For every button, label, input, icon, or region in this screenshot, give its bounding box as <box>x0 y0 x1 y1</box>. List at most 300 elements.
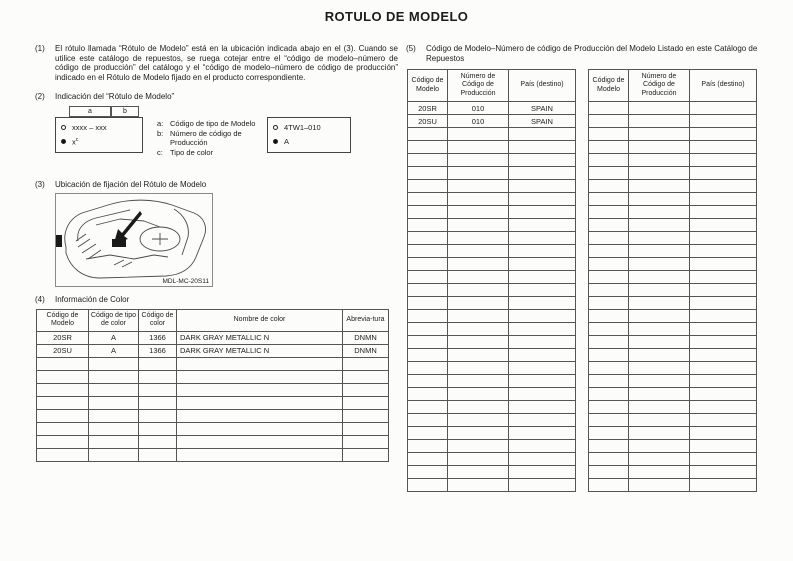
empty-cell <box>589 206 629 219</box>
model-label-diagram <box>55 106 398 172</box>
empty-table-row <box>589 271 757 284</box>
empty-cell <box>690 271 757 284</box>
right-column <box>406 44 787 492</box>
empty-table-row <box>37 383 389 396</box>
empty-cell <box>629 115 690 128</box>
empty-cell <box>629 323 690 336</box>
empty-table-row <box>589 362 757 375</box>
empty-cell <box>408 245 448 258</box>
legend-item-a <box>157 119 259 128</box>
empty-cell <box>690 323 757 336</box>
empty-table-row <box>589 154 757 167</box>
empty-cell <box>37 422 89 435</box>
empty-table-row <box>589 323 757 336</box>
empty-cell <box>509 388 576 401</box>
table-row <box>37 344 389 357</box>
empty-cell <box>690 154 757 167</box>
empty-table-row <box>589 466 757 479</box>
empty-cell <box>589 219 629 232</box>
col-header-country: País (destino) <box>509 70 576 102</box>
legend-key-c: c: <box>157 147 163 157</box>
empty-cell <box>589 466 629 479</box>
legend-text-a: Código de tipo de Modelo <box>170 118 256 128</box>
empty-cell <box>690 219 757 232</box>
empty-cell <box>448 284 509 297</box>
empty-cell <box>448 193 509 206</box>
empty-table-row <box>589 479 757 492</box>
col-header-color-type-code: Código de tipo de color <box>89 309 139 331</box>
empty-cell <box>629 440 690 453</box>
empty-cell <box>629 297 690 310</box>
empty-cell <box>690 258 757 271</box>
empty-cell <box>448 336 509 349</box>
empty-cell <box>589 401 629 414</box>
empty-cell <box>509 349 576 362</box>
empty-cell <box>408 271 448 284</box>
empty-cell <box>408 219 448 232</box>
col-header-country: País (destino) <box>690 70 757 102</box>
empty-cell <box>448 453 509 466</box>
empty-cell <box>448 310 509 323</box>
empty-cell <box>589 245 629 258</box>
table-row <box>408 115 576 128</box>
col-header-color-name: Nombre de color <box>177 309 343 331</box>
label-example-row-2 <box>273 137 345 146</box>
empty-table-row <box>589 232 757 245</box>
empty-table-row <box>408 427 576 440</box>
empty-cell <box>139 448 177 461</box>
empty-cell <box>629 271 690 284</box>
empty-cell <box>139 409 177 422</box>
empty-cell <box>408 349 448 362</box>
empty-cell <box>589 323 629 336</box>
empty-table-row <box>408 323 576 336</box>
empty-cell <box>37 357 89 370</box>
empty-cell <box>690 141 757 154</box>
empty-cell <box>629 362 690 375</box>
empty-cell <box>448 427 509 440</box>
empty-cell <box>509 440 576 453</box>
example-color-code: A <box>284 137 290 146</box>
empty-cell <box>89 396 139 409</box>
empty-cell <box>177 370 343 383</box>
column-b-label: b <box>111 106 139 117</box>
section-1-text: El rótulo llamada “Rótulo de Modelo” está en la ubicación indicada abajo en el (3). Cuando se utilice este catálogo de repuestos, se ruega cotejar entre el “código de modelo–número de código de producción” del catálogo y el “código de modelo–número de código de producción” indicado en el Rótulo de Modelo fijado en el producto correspondiente. <box>55 44 398 82</box>
section-4-title: Información de Color <box>55 295 130 304</box>
color-table-header-row <box>37 309 389 331</box>
empty-cell <box>629 219 690 232</box>
empty-cell <box>690 180 757 193</box>
empty-cell <box>448 349 509 362</box>
section-1-number: (1) <box>35 44 45 53</box>
empty-table-row <box>408 414 576 427</box>
empty-cell <box>343 448 389 461</box>
empty-table-row <box>589 141 757 154</box>
section-3-heading <box>35 180 398 190</box>
label-format-box <box>55 117 143 153</box>
empty-cell <box>629 466 690 479</box>
empty-cell <box>690 167 757 180</box>
empty-cell <box>690 115 757 128</box>
legend-item-c <box>157 148 259 157</box>
empty-cell <box>690 232 757 245</box>
empty-cell <box>37 435 89 448</box>
empty-table-row <box>589 453 757 466</box>
empty-cell <box>89 422 139 435</box>
empty-cell <box>589 453 629 466</box>
label-location-drawing <box>56 194 212 286</box>
empty-cell <box>89 370 139 383</box>
empty-cell <box>629 102 690 115</box>
col-header-model-code: Código de Modelo <box>37 309 89 331</box>
label-example-row-1 <box>273 123 345 132</box>
empty-cell <box>343 396 389 409</box>
empty-cell <box>589 310 629 323</box>
cell-abbreviation: DNMN <box>343 331 389 344</box>
empty-cell <box>448 258 509 271</box>
empty-table-row <box>408 349 576 362</box>
empty-cell <box>509 271 576 284</box>
cell-color-name: DARK GRAY METALLIC N <box>177 331 343 344</box>
empty-table-row <box>408 271 576 284</box>
empty-cell <box>629 349 690 362</box>
empty-cell <box>408 375 448 388</box>
empty-cell <box>690 206 757 219</box>
empty-cell <box>629 258 690 271</box>
empty-table-row <box>589 115 757 128</box>
empty-cell <box>589 141 629 154</box>
cell-production-code: 010 <box>448 102 509 115</box>
empty-cell <box>589 336 629 349</box>
empty-cell <box>629 479 690 492</box>
empty-cell <box>408 232 448 245</box>
empty-cell <box>177 435 343 448</box>
empty-cell <box>509 466 576 479</box>
empty-cell <box>177 357 343 370</box>
model-code-table-left <box>407 69 576 492</box>
empty-cell <box>589 232 629 245</box>
empty-cell <box>37 448 89 461</box>
empty-table-row <box>408 453 576 466</box>
cell-color-code: 1366 <box>139 331 177 344</box>
empty-cell <box>589 297 629 310</box>
empty-table-row <box>408 193 576 206</box>
empty-cell <box>509 323 576 336</box>
empty-cell <box>408 479 448 492</box>
table-row <box>408 102 576 115</box>
empty-cell <box>629 154 690 167</box>
empty-cell <box>690 297 757 310</box>
empty-cell <box>509 414 576 427</box>
empty-cell <box>509 258 576 271</box>
empty-cell <box>448 323 509 336</box>
empty-cell <box>629 180 690 193</box>
empty-cell <box>509 297 576 310</box>
empty-cell <box>509 245 576 258</box>
empty-cell <box>589 102 629 115</box>
empty-cell <box>448 128 509 141</box>
empty-cell <box>509 167 576 180</box>
empty-table-row <box>408 219 576 232</box>
empty-cell <box>509 141 576 154</box>
empty-cell <box>589 258 629 271</box>
empty-cell <box>629 414 690 427</box>
empty-cell <box>139 396 177 409</box>
empty-cell <box>448 466 509 479</box>
empty-cell <box>629 427 690 440</box>
empty-cell <box>690 440 757 453</box>
empty-cell <box>408 128 448 141</box>
cell-country: SPAIN <box>509 115 576 128</box>
empty-cell <box>139 357 177 370</box>
empty-cell <box>89 435 139 448</box>
color-code-sup: c <box>75 136 79 143</box>
model-code-format: xxxx – xxx <box>72 122 107 132</box>
empty-cell <box>629 193 690 206</box>
empty-cell <box>629 401 690 414</box>
section-1 <box>35 44 398 82</box>
empty-cell <box>408 258 448 271</box>
section-2-heading <box>35 92 398 102</box>
model-code-header-row <box>589 70 757 102</box>
empty-cell <box>629 206 690 219</box>
empty-table-row <box>408 154 576 167</box>
empty-cell <box>509 180 576 193</box>
empty-cell <box>589 154 629 167</box>
empty-cell <box>629 453 690 466</box>
empty-cell <box>448 297 509 310</box>
empty-cell <box>629 388 690 401</box>
section-4-heading <box>35 295 398 305</box>
empty-cell <box>139 422 177 435</box>
empty-table-row <box>408 362 576 375</box>
section-3-number: (3) <box>35 179 45 189</box>
empty-cell <box>408 427 448 440</box>
empty-cell <box>408 206 448 219</box>
color-code-format <box>72 137 79 147</box>
empty-table-row <box>37 409 389 422</box>
empty-cell <box>448 232 509 245</box>
empty-cell <box>629 141 690 154</box>
empty-table-row <box>408 336 576 349</box>
empty-cell <box>448 414 509 427</box>
empty-cell <box>448 401 509 414</box>
example-model-code: 4TW1–010 <box>284 123 321 132</box>
empty-table-row <box>37 370 389 383</box>
cell-color-type-code: A <box>89 331 139 344</box>
empty-cell <box>629 336 690 349</box>
empty-cell <box>509 401 576 414</box>
empty-cell <box>509 193 576 206</box>
empty-cell <box>589 362 629 375</box>
empty-cell <box>408 154 448 167</box>
empty-cell <box>408 141 448 154</box>
empty-cell <box>89 357 139 370</box>
empty-table-row <box>37 448 389 461</box>
empty-cell <box>690 284 757 297</box>
empty-cell <box>589 414 629 427</box>
color-info-table <box>36 309 389 462</box>
section-5-heading <box>406 44 787 63</box>
empty-cell <box>690 245 757 258</box>
label-example-box <box>267 117 351 153</box>
col-header-model-code: Código de Modelo <box>408 70 448 102</box>
empty-cell <box>448 479 509 492</box>
empty-table-row <box>589 180 757 193</box>
empty-table-row <box>408 310 576 323</box>
empty-cell <box>589 115 629 128</box>
empty-cell <box>37 370 89 383</box>
empty-cell <box>139 435 177 448</box>
empty-cell <box>690 466 757 479</box>
empty-cell <box>408 297 448 310</box>
empty-table-row <box>589 258 757 271</box>
empty-cell <box>690 362 757 375</box>
empty-cell <box>509 206 576 219</box>
empty-cell <box>37 409 89 422</box>
empty-table-row <box>37 357 389 370</box>
empty-cell <box>343 357 389 370</box>
empty-table-row <box>589 401 757 414</box>
circle-outline-icon <box>61 125 66 130</box>
empty-cell <box>690 414 757 427</box>
empty-cell <box>629 245 690 258</box>
empty-cell <box>448 180 509 193</box>
empty-cell <box>589 193 629 206</box>
empty-cell <box>343 435 389 448</box>
empty-cell <box>690 193 757 206</box>
empty-cell <box>690 453 757 466</box>
empty-table-row <box>408 297 576 310</box>
table-row <box>37 331 389 344</box>
section-3-title: Ubicación de fijación del Rótulo de Modelo <box>55 179 207 189</box>
cell-model-code: 20SR <box>408 102 448 115</box>
empty-cell <box>589 128 629 141</box>
empty-cell <box>509 154 576 167</box>
empty-cell <box>343 409 389 422</box>
empty-cell <box>690 128 757 141</box>
empty-cell <box>177 396 343 409</box>
empty-cell <box>589 180 629 193</box>
empty-cell <box>690 349 757 362</box>
empty-table-row <box>589 245 757 258</box>
empty-cell <box>408 180 448 193</box>
label-format-row-2 <box>61 137 137 147</box>
empty-cell <box>408 453 448 466</box>
empty-cell <box>589 479 629 492</box>
empty-table-row <box>589 388 757 401</box>
section-2-title: Indicación del “Rótulo de Modelo” <box>55 92 175 101</box>
empty-table-row <box>408 401 576 414</box>
empty-cell <box>37 396 89 409</box>
empty-cell <box>139 370 177 383</box>
empty-table-row <box>589 102 757 115</box>
empty-cell <box>509 219 576 232</box>
empty-cell <box>690 401 757 414</box>
empty-table-row <box>408 284 576 297</box>
empty-cell <box>448 167 509 180</box>
section-4-number: (4) <box>35 295 45 304</box>
empty-cell <box>448 245 509 258</box>
empty-table-row <box>589 297 757 310</box>
left-column <box>35 44 398 462</box>
ab-column-header <box>69 106 139 117</box>
circle-filled-icon <box>273 139 278 144</box>
empty-cell <box>177 409 343 422</box>
col-header-model-code: Código de Modelo <box>589 70 629 102</box>
empty-cell <box>89 448 139 461</box>
legend-key-b: b: <box>157 128 164 138</box>
empty-table-row <box>408 388 576 401</box>
empty-cell <box>37 383 89 396</box>
empty-cell <box>408 401 448 414</box>
empty-cell <box>629 232 690 245</box>
col-header-color-code: Código de color <box>139 309 177 331</box>
page-title: ROTULO DE MODELO <box>324 9 469 24</box>
empty-cell <box>448 206 509 219</box>
cell-country: SPAIN <box>509 102 576 115</box>
legend-item-b <box>157 129 259 147</box>
empty-cell <box>408 388 448 401</box>
empty-cell <box>408 414 448 427</box>
empty-cell <box>589 167 629 180</box>
empty-cell <box>139 383 177 396</box>
empty-cell <box>509 427 576 440</box>
model-code-header-row <box>408 70 576 102</box>
empty-cell <box>629 167 690 180</box>
empty-cell <box>629 310 690 323</box>
empty-table-row <box>589 336 757 349</box>
cell-model-code: 20SR <box>37 331 89 344</box>
empty-table-row <box>408 232 576 245</box>
empty-table-row <box>408 206 576 219</box>
cell-color-name: DARK GRAY METALLIC N <box>177 344 343 357</box>
legend-text-c: Tipo de color <box>170 147 214 157</box>
empty-cell <box>408 336 448 349</box>
empty-cell <box>509 128 576 141</box>
diagram-legend <box>157 119 259 158</box>
empty-cell <box>509 362 576 375</box>
empty-table-row <box>37 396 389 409</box>
empty-cell <box>509 336 576 349</box>
empty-cell <box>408 284 448 297</box>
empty-cell <box>589 375 629 388</box>
empty-cell <box>177 383 343 396</box>
empty-cell <box>589 271 629 284</box>
empty-cell <box>589 440 629 453</box>
empty-cell <box>509 232 576 245</box>
empty-table-row <box>589 206 757 219</box>
empty-cell <box>509 453 576 466</box>
empty-cell <box>448 141 509 154</box>
cell-color-type-code: A <box>89 344 139 357</box>
empty-cell <box>408 362 448 375</box>
empty-table-row <box>408 440 576 453</box>
circle-filled-icon <box>61 139 66 144</box>
col-header-abbreviation: Abrevia-tura <box>343 309 389 331</box>
empty-cell <box>343 422 389 435</box>
empty-cell <box>408 193 448 206</box>
empty-table-row <box>408 141 576 154</box>
empty-table-row <box>589 193 757 206</box>
color-code-x: x <box>72 137 76 147</box>
empty-cell <box>343 370 389 383</box>
empty-table-row <box>589 414 757 427</box>
empty-cell <box>690 427 757 440</box>
empty-table-row <box>408 479 576 492</box>
empty-table-row <box>589 440 757 453</box>
empty-cell <box>509 479 576 492</box>
